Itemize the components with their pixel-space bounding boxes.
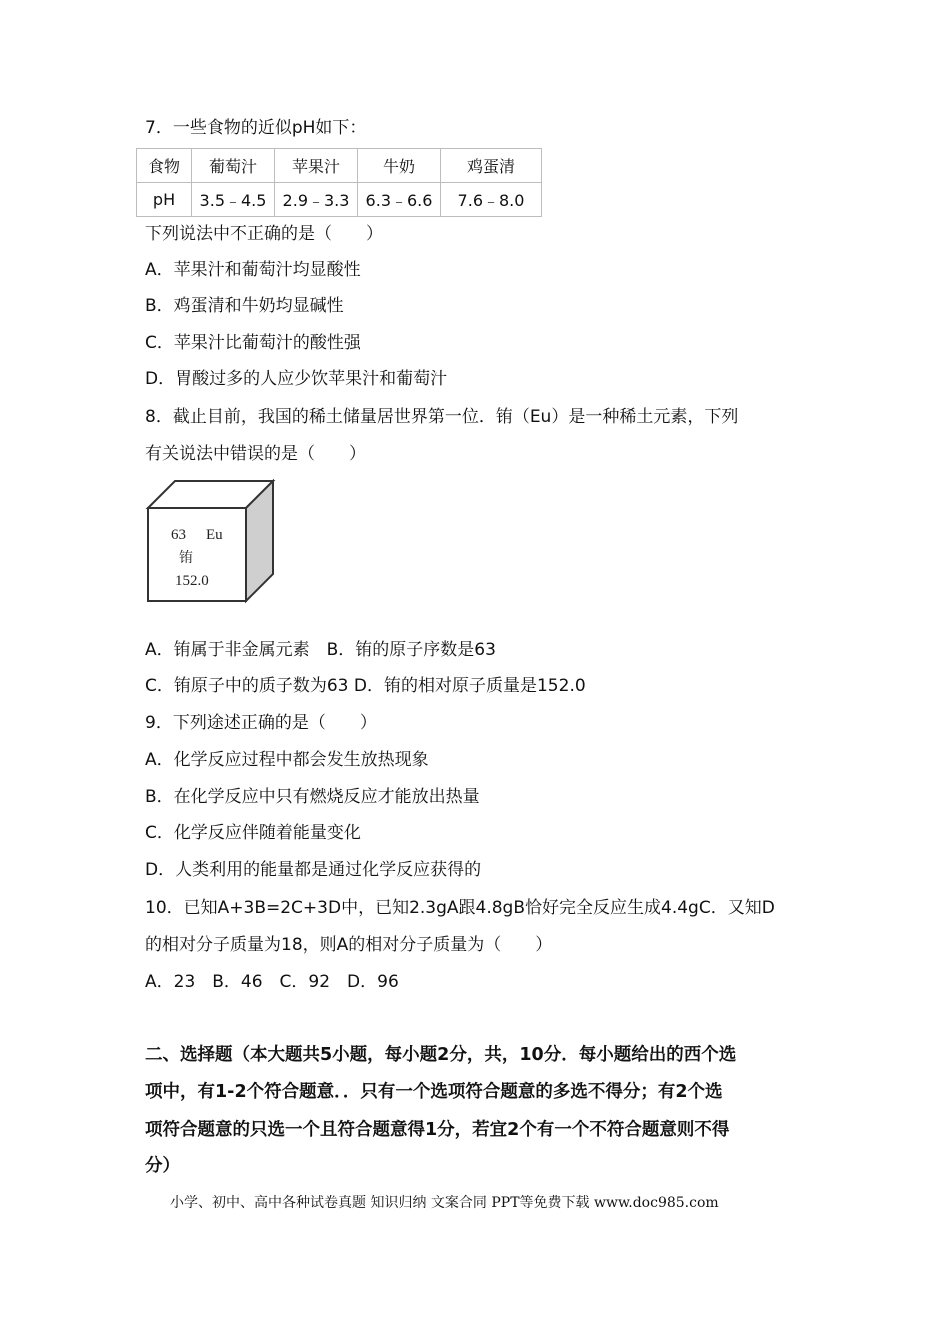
q8-options-line1: A．铕属于非金属元素 B．铕的原子序数是63 (145, 640, 496, 660)
section2-line2: 项中，有1-2个符合题意．．只有一个选项符合题意的多选不得分；有2个选 (145, 1082, 723, 1102)
q9-option-d: D．人类利用的能量都是通过化学反应获得的 (145, 860, 482, 880)
q9-option-b: B．在化学反应中只有燃烧反应才能放出热量 (145, 787, 480, 807)
q7-stem: 7．一些食物的近似pH如下： (145, 118, 367, 138)
q7-option-c: C．苹果汁比葡萄汁的酸性强 (145, 333, 361, 353)
q10-options: A．23 B．46 C．92 D．96 (145, 972, 399, 992)
table-cell: 2.9﹣3.3 (275, 183, 358, 217)
table-cell: 食物 (137, 149, 192, 183)
q7-option-a: A．苹果汁和葡萄汁均显酸性 (145, 260, 361, 280)
table-cell: pH (137, 183, 192, 217)
element-name: 铕 (179, 550, 193, 566)
table-row (137, 149, 542, 183)
table-cell: 7.6﹣8.0 (441, 183, 542, 217)
table-cell: 苹果汁 (275, 149, 358, 183)
table-cell: 鸡蛋清 (441, 149, 542, 183)
q10-stem-line2: 的相对分子质量为18，则A的相对分子质量为（ ） (145, 935, 553, 955)
table-cell: 葡萄汁 (192, 149, 275, 183)
q7-question: 下列说法中不正确的是（ ） (145, 224, 383, 244)
q8-stem-line2: 有关说法中错误的是（ ） (145, 444, 366, 464)
q9-option-a: A．化学反应过程中都会发生放热现象 (145, 750, 429, 770)
table-row (137, 183, 542, 217)
q9-stem: 9．下列途述正确的是（ ） (145, 713, 377, 733)
section2-line1: 二、选择题（本大题共5小题，每小题2分，共，10分．每小题给出的西个选 (145, 1045, 737, 1065)
ph-table (136, 148, 542, 217)
section2-line3: 项符合题意的只选一个且符合题意得1分，若宜2个有一个不符合题意则不得 (145, 1120, 730, 1140)
table-cell: 3.5﹣4.5 (192, 183, 275, 217)
section2-line4: 分） (145, 1156, 180, 1176)
element-atomic-mass: 152.0 (175, 573, 209, 589)
table-cell: 6.3﹣6.6 (358, 183, 441, 217)
q7-option-d: D．胃酸过多的人应少饮苹果汁和葡萄汁 (145, 369, 448, 389)
element-atomic-number: 63 (171, 527, 186, 543)
element-cube-figure (145, 478, 277, 604)
table-cell: 牛奶 (358, 149, 441, 183)
element-symbol: Eu (206, 527, 223, 543)
q10-stem-line1: 10．已知A+3B=2C+3D中，已知2.3gA跟4.8gB恰好完全反应生成4.4gC．又知D (145, 898, 775, 918)
q8-stem-line1: 8．截止目前，我国的稀土储量居世界第一位．铕（Eu）是一种稀土元素，下列 (145, 407, 739, 427)
q9-option-c: C．化学反应伴随着能量变化 (145, 823, 361, 843)
q8-options-line2: C．铕原子中的质子数为63 D．铕的相对原子质量是152.0 (145, 676, 586, 696)
q7-option-b: B．鸡蛋清和牛奶均显碱性 (145, 296, 344, 316)
page-footer: 小学、初中、高中各种试卷真题 知识归纳 文案合同 PPT等免费下载 www.doc985.com (170, 1195, 719, 1211)
